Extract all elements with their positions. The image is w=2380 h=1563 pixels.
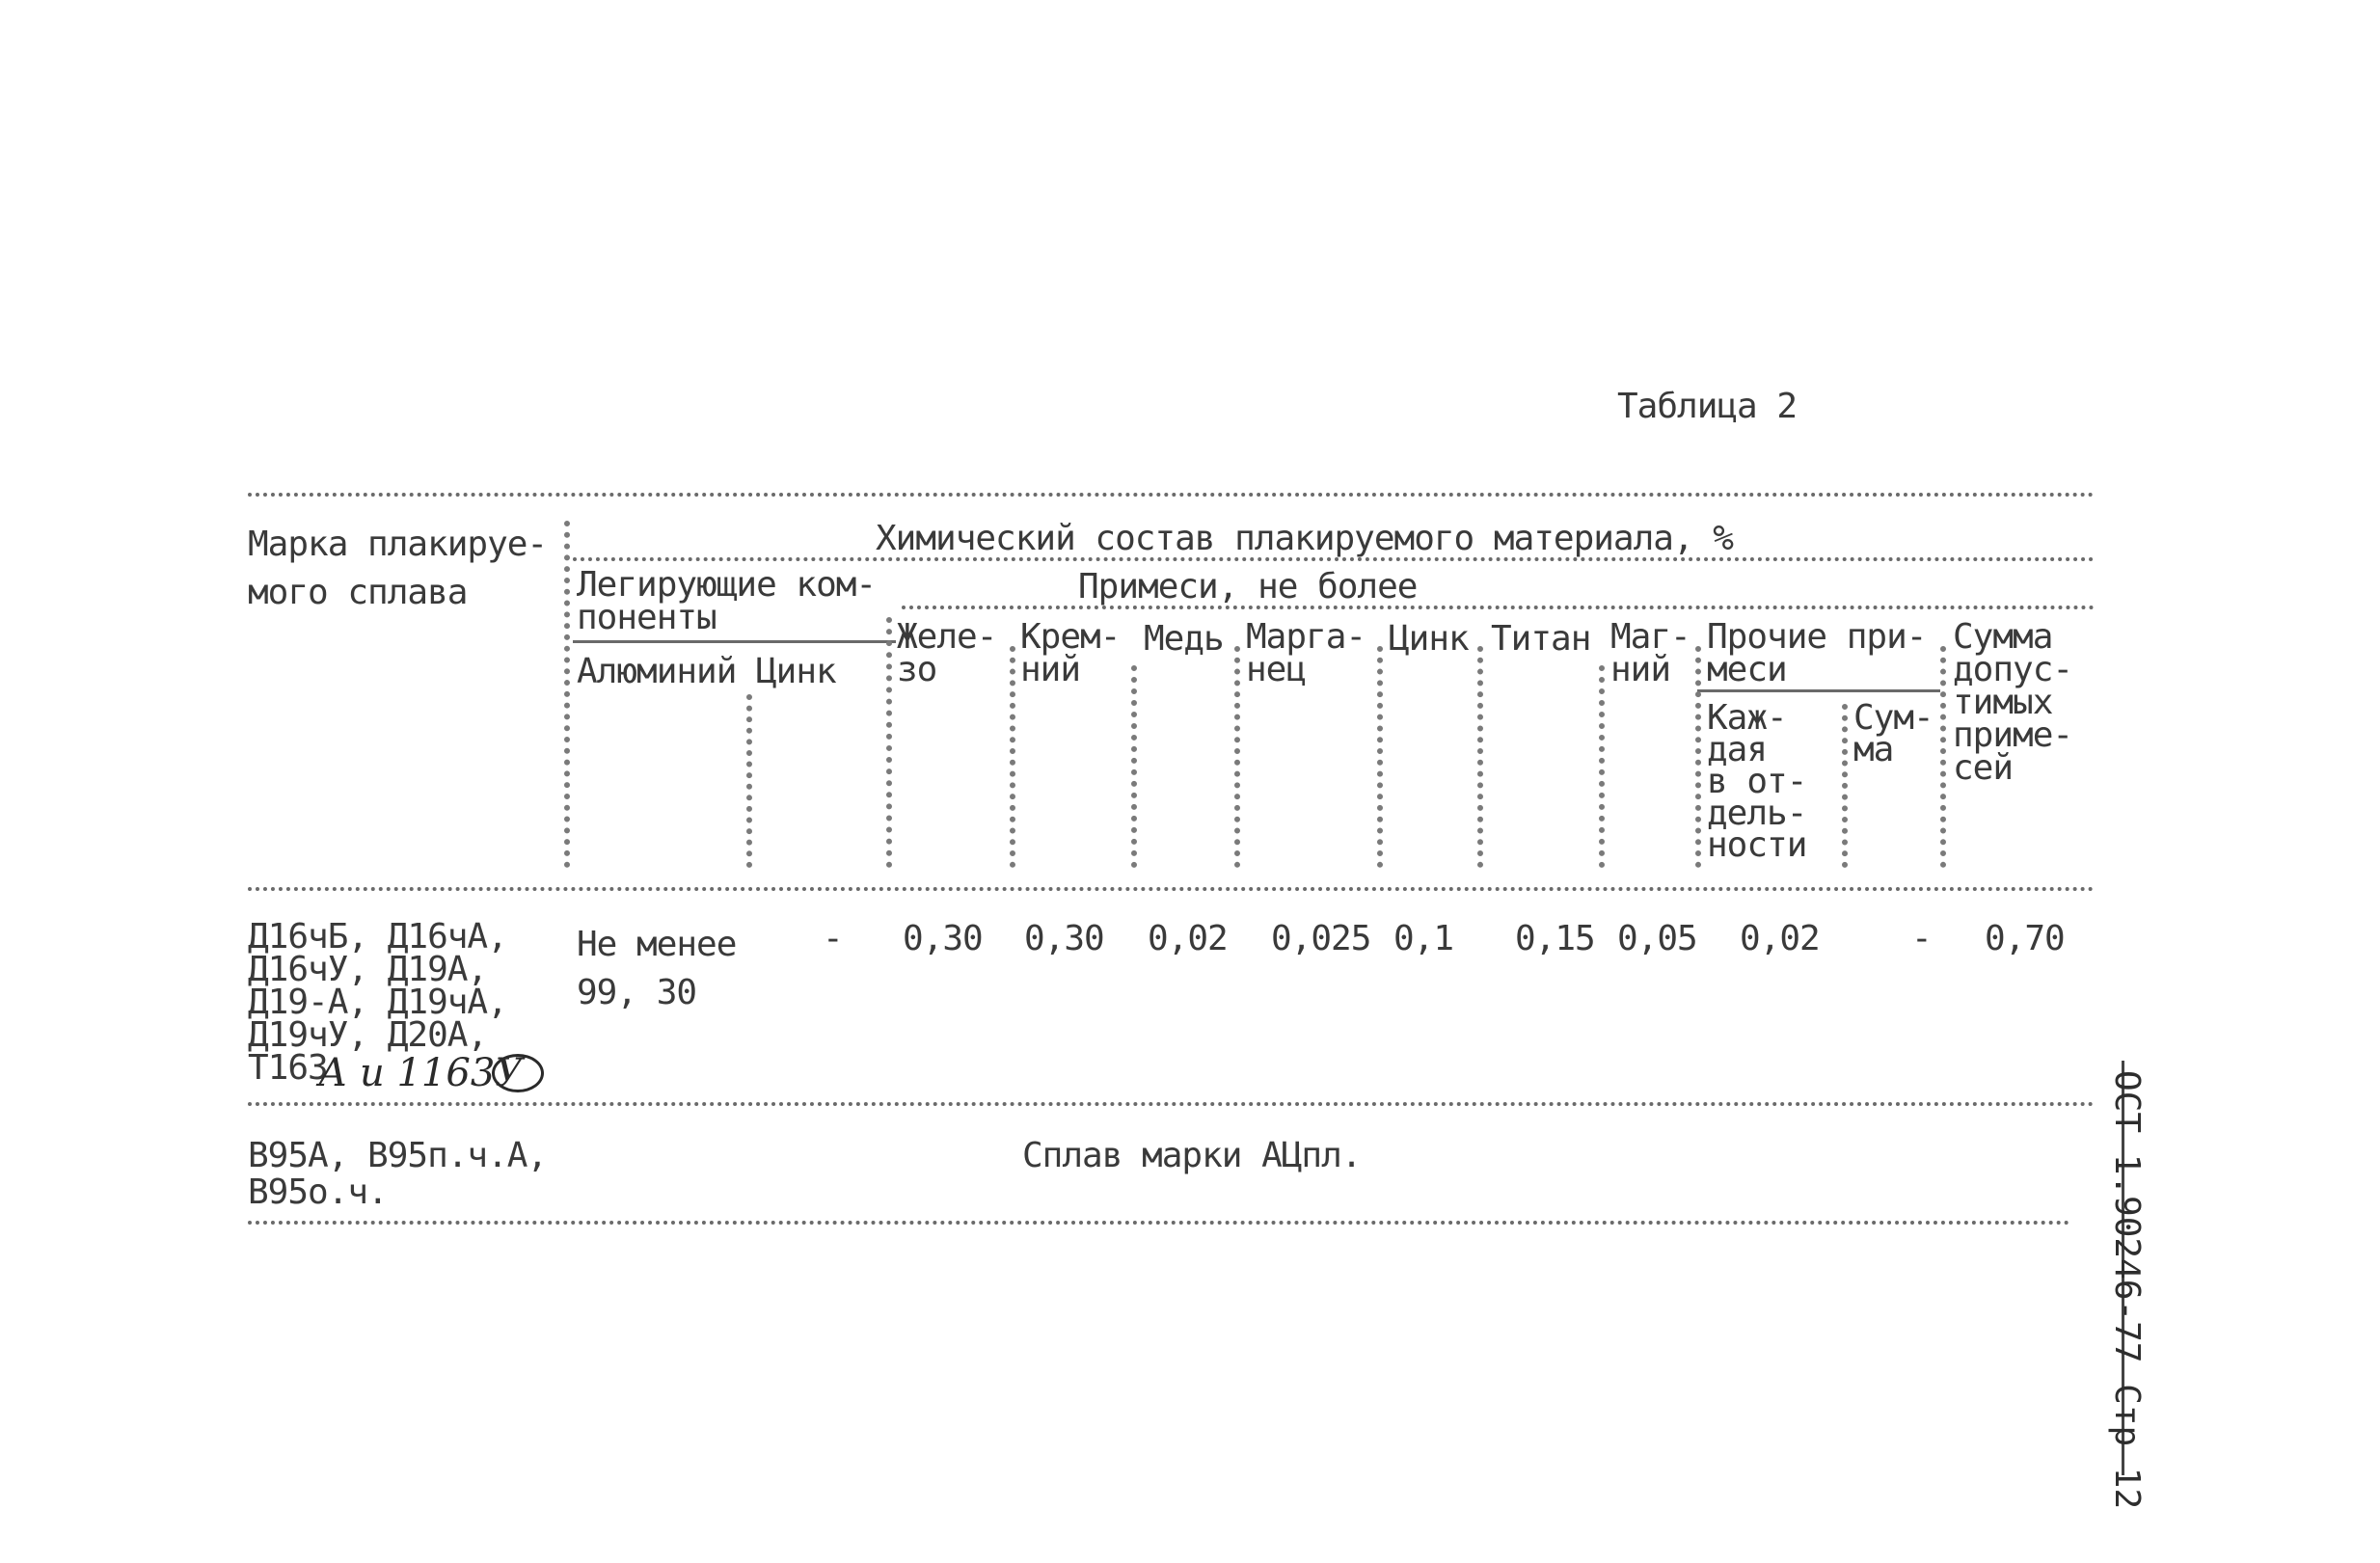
col-sep-magnesium: [1695, 646, 1701, 868]
aluminium-header: Алюминий: [577, 652, 737, 691]
col-sep-silicon: [1131, 665, 1137, 868]
row1-brand: Д16чБ, Д16чА, Д16чУ, Д19А, Д19-А, Д19чА, Д19чУ, Д20А, Т163: [248, 917, 507, 1088]
row1-zinc-impurity: 0,1: [1393, 919, 1454, 958]
copper-header: Медь: [1144, 619, 1224, 659]
iron-header: Желе- зо: [897, 617, 997, 689]
impurities-header: Примеси, не более: [1078, 567, 1418, 606]
row1-sum: -: [1911, 919, 1932, 958]
manganese-header: Марга- нец: [1246, 617, 1366, 689]
other-impurities-header: Прочие при- меси: [1707, 617, 1927, 689]
silicon-header: Крем- ний: [1020, 617, 1121, 689]
row2-brand: В95А, В95п.ч.А, В95о.ч.: [248, 1136, 548, 1212]
col-sep-each: [1842, 704, 1848, 868]
composition-group-title: Химический состав плакируемого материала, %: [876, 519, 1733, 558]
total-impurities-header: Сумма допус- тимых приме- сей: [1953, 617, 2073, 788]
row1-handwritten-addition: А и 1163У: [318, 1051, 524, 1095]
document-designation-stamp: ОСТ 1.90246-77 Стр 12: [2107, 1070, 2147, 1510]
zinc-alloying-header: Цинк: [756, 652, 836, 691]
sum-header: Сум- ма: [1853, 698, 1934, 769]
row1-each: 0,02: [1740, 919, 1820, 958]
col-sep-brand: [564, 521, 570, 868]
zinc-impurity-header: Цинк: [1389, 619, 1469, 659]
col-sep-copper: [1234, 646, 1240, 868]
table-top-rule: [248, 493, 2095, 497]
titanium-header: Титан: [1491, 619, 1591, 659]
other-title-rule: [1697, 689, 1940, 692]
table-bottom-rule: [248, 1221, 2070, 1225]
row2-note: Сплав марки АЦпл.: [1022, 1136, 1362, 1175]
row1-zinc-alloying: -: [823, 919, 843, 958]
row1-total: 0,70: [1985, 919, 2065, 958]
brand-column-header: Марка плакируе- мого сплава: [248, 525, 548, 612]
row1-copper: 0,02: [1148, 919, 1228, 958]
row1-magnesium: 0,05: [1617, 919, 1697, 958]
row1-manganese: 0,025: [1271, 919, 1371, 958]
header-bottom-rule: [248, 887, 2095, 891]
col-sep-manganese: [1377, 646, 1383, 868]
row1-silicon: 0,30: [1024, 919, 1104, 958]
handwritten-initials-mark: [492, 1054, 544, 1092]
row1-titanium: 0,15: [1515, 919, 1595, 958]
alloying-title-rule: [573, 640, 896, 643]
magnesium-header: Маг- ний: [1610, 617, 1690, 689]
col-sep-other: [1940, 646, 1946, 868]
table-caption: Таблица 2: [1617, 387, 1798, 426]
row1-bottom-rule: [248, 1102, 2095, 1106]
row1-aluminium: Не менее 99, 30: [577, 925, 737, 1012]
col-sep-zinc: [1477, 646, 1483, 868]
col-sep-iron: [1010, 646, 1015, 868]
col-sep-alloying: [886, 617, 892, 868]
each-separately-header: Каж- дая в от- дель- ности: [1707, 698, 1807, 865]
row1-iron: 0,30: [903, 919, 983, 958]
alloying-components-header: Легирующие ком- поненты: [577, 565, 877, 637]
col-sep-aluminium: [746, 694, 752, 868]
col-sep-titanium: [1599, 665, 1605, 868]
